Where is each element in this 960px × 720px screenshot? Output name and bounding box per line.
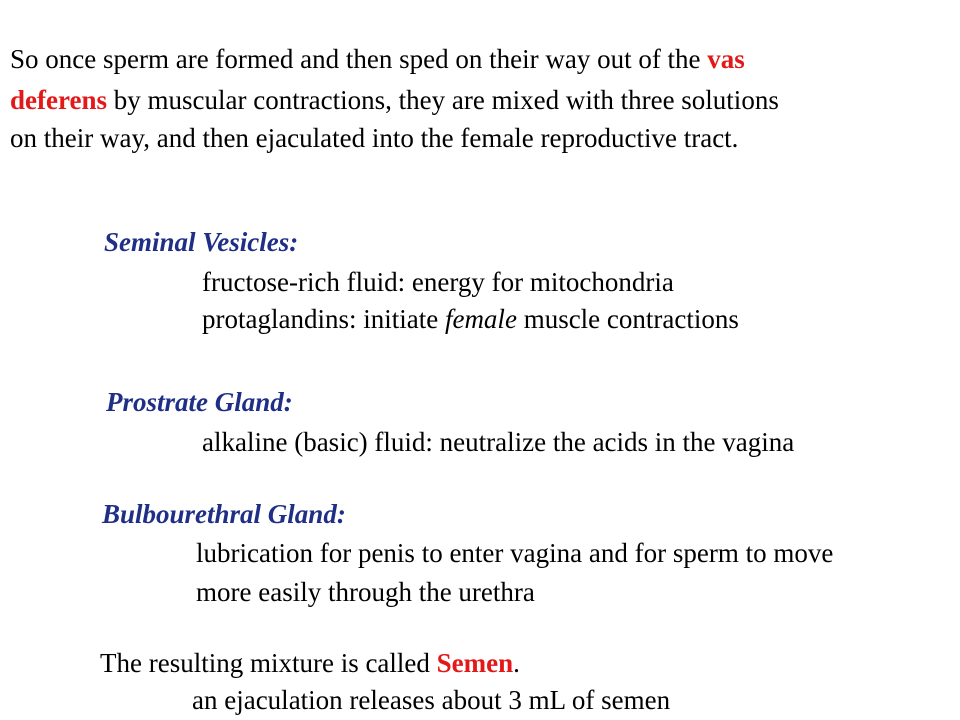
seminal-vesicles-item-2-prefix: protaglandins: initiate — [202, 304, 445, 334]
seminal-vesicles-item-2-emphasis: female — [444, 304, 517, 334]
conclusion-prefix: The resulting mixture is called — [100, 648, 437, 678]
prostate-gland-item-1: alkaline (basic) fluid: neutralize the acids in the vagina — [202, 427, 795, 457]
intro-line-1-text: So once sperm are formed and then sped on their way out of the — [10, 44, 708, 74]
intro-line-3 — [10, 121, 738, 155]
seminal-vesicles-item-2-suffix: muscle contractions — [516, 304, 739, 334]
intro-line-1 — [10, 42, 745, 76]
intro-highlight-deferens: deferens — [10, 85, 107, 115]
bulbourethral-gland-item-1-line-2: more easily through the urethra — [196, 577, 535, 607]
bulbourethral-gland-heading: Bulbourethral Gland: — [102, 499, 346, 529]
intro-highlight-vas: vas — [707, 44, 745, 74]
conclusion-line — [100, 646, 520, 680]
seminal-vesicles-item-2 — [202, 302, 739, 336]
conclusion-highlight-semen: Semen — [436, 648, 514, 678]
intro-line-3-text: on their way, and then ejaculated into the female reproductive tract. — [10, 123, 739, 153]
seminal-vesicles-item-1: fructose-rich fluid: energy for mitochondria — [202, 267, 674, 297]
intro-line-2-text: by muscular contractions, they are mixed with three solutions — [106, 85, 779, 115]
prostate-gland-heading: Prostrate Gland: — [106, 387, 293, 417]
bulbourethral-gland-item-1-line-1: lubrication for penis to enter vagina and for sperm to move — [196, 538, 834, 568]
conclusion-detail: an ejaculation releases about 3 mL of semen — [192, 685, 671, 715]
intro-line-2 — [10, 83, 779, 117]
seminal-vesicles-heading: Seminal Vesicles: — [104, 227, 299, 257]
conclusion-suffix: . — [513, 648, 520, 678]
